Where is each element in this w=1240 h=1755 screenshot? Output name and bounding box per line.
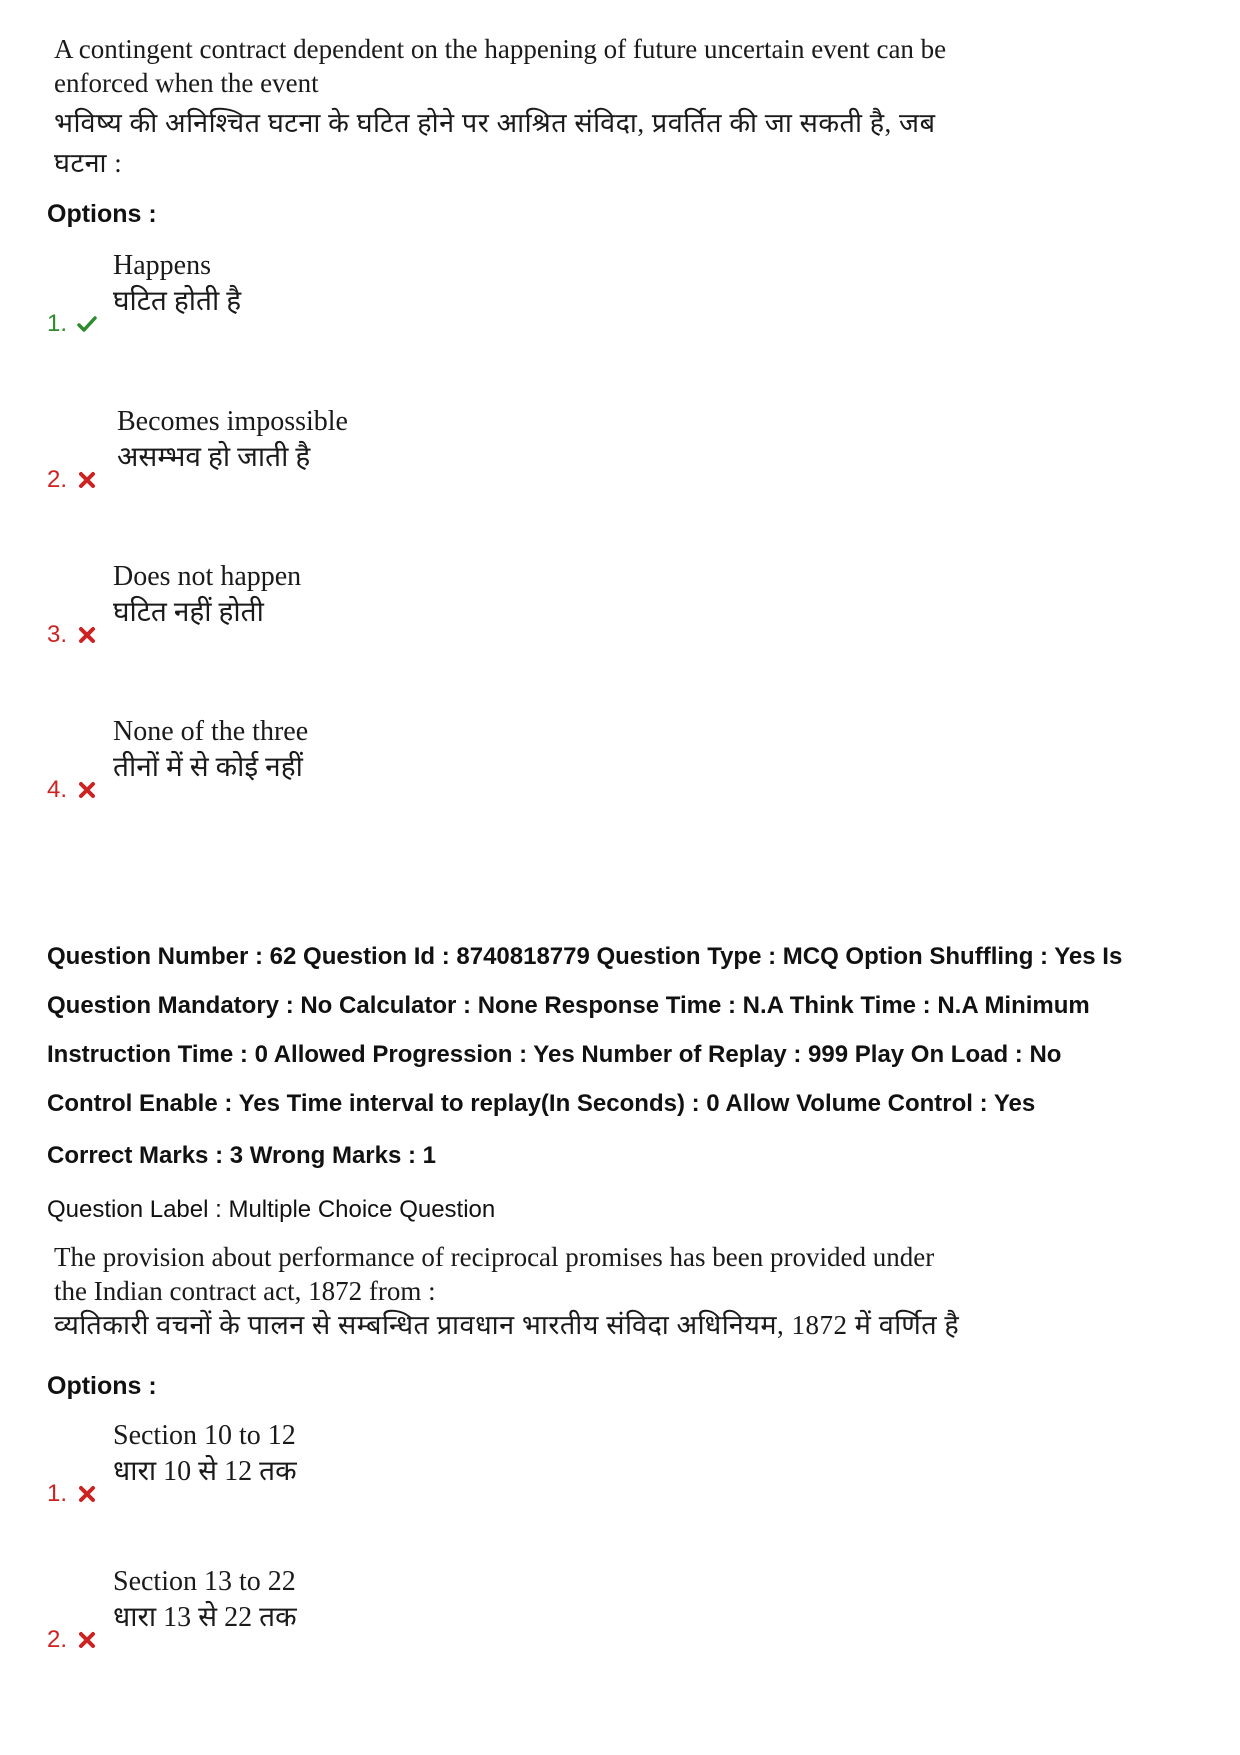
option-2-english: Becomes impossible <box>117 406 348 437</box>
question-62-line-1: The provision about performance of reciprocal promises has been provided under <box>54 1242 935 1272</box>
option-4-english: None of the three <box>113 716 309 747</box>
options-heading: Options : <box>47 1372 157 1400</box>
cross-icon <box>77 1484 97 1504</box>
option-2-text <box>113 1564 297 1636</box>
cross-icon <box>77 1630 97 1650</box>
question-61-line-2: enforced when the event <box>54 68 319 98</box>
option-2-text <box>117 404 348 476</box>
option-4-text <box>113 714 308 786</box>
option-1 <box>47 248 747 338</box>
option-4 <box>47 714 747 804</box>
metadata-line-2: Question Mandatory : No Calculator : None Response Time : N.A Think Time : N.A Minimum <box>47 992 1090 1019</box>
question-61-text <box>54 32 954 180</box>
option-3-hindi: घटित नहीं होती <box>113 597 264 628</box>
option-2-hindi: असम्भव हो जाती है <box>117 442 311 473</box>
option-1-hindi: धारा 10 से 12 तक <box>113 1456 297 1487</box>
question-62-line-2: the Indian contract act, 1872 from : <box>54 1276 436 1306</box>
option-1-number: 1. <box>47 310 68 337</box>
metadata-line-3: Instruction Time : 0 Allowed Progression : Yes Number of Replay : 999 Play On Load : No <box>47 1041 1062 1068</box>
option-2 <box>47 404 747 494</box>
option-1-text <box>113 1418 297 1490</box>
option-3-number: 3. <box>47 621 68 648</box>
option-4-hindi: तीनों में से कोई नहीं <box>113 752 303 783</box>
option-2-hindi: धारा 13 से 22 तक <box>113 1602 297 1633</box>
options-heading: Options : <box>47 200 157 228</box>
option-2-number: 2. <box>47 1626 68 1653</box>
option-1-number: 1. <box>47 1480 68 1507</box>
question-62-text <box>54 1240 960 1342</box>
cross-icon <box>77 780 97 800</box>
checkmark-icon <box>77 314 97 334</box>
marks-line: Correct Marks : 3 Wrong Marks : 1 <box>47 1142 437 1169</box>
question-62-metadata <box>47 932 1227 1128</box>
option-1-english: Section 10 to 12 <box>113 1420 296 1451</box>
metadata-line-1: Question Number : 62 Question Id : 8740818779 Question Type : MCQ Option Shuffling : Yes Is <box>47 943 1123 970</box>
option-1 <box>47 1418 747 1508</box>
option-3-text <box>113 559 301 631</box>
option-1-hindi: घटित होती है <box>113 286 242 317</box>
option-2 <box>47 1564 747 1654</box>
question-61-line-4: घटना : <box>54 148 123 178</box>
option-1-text <box>113 248 241 320</box>
option-1-english: Happens <box>113 250 211 281</box>
question-62-line-3: व्यतिकारी वचनों के पालन से सम्बन्धित प्रावधान भारतीय संविदा अधिनियम, 1872 में वर्णित है <box>54 1310 960 1340</box>
option-3-english: Does not happen <box>113 561 302 592</box>
option-2-english: Section 13 to 22 <box>113 1566 296 1597</box>
question-61-line-3: भविष्य की अनिश्चित घटना के घटित होने पर आश्रित संविदा, प्रवर्तित की जा सकती है, जब <box>54 108 936 138</box>
cross-icon <box>77 470 97 490</box>
option-3 <box>47 559 747 649</box>
question-61-line-1: A contingent contract dependent on the happening of future uncertain event can be <box>54 34 947 64</box>
cross-icon <box>77 625 97 645</box>
question-label: Question Label : Multiple Choice Question <box>47 1196 496 1223</box>
metadata-line-4: Control Enable : Yes Time interval to replay(In Seconds) : 0 Allow Volume Control : Yes <box>47 1090 1036 1117</box>
option-4-number: 4. <box>47 776 68 803</box>
option-2-number: 2. <box>47 466 68 493</box>
